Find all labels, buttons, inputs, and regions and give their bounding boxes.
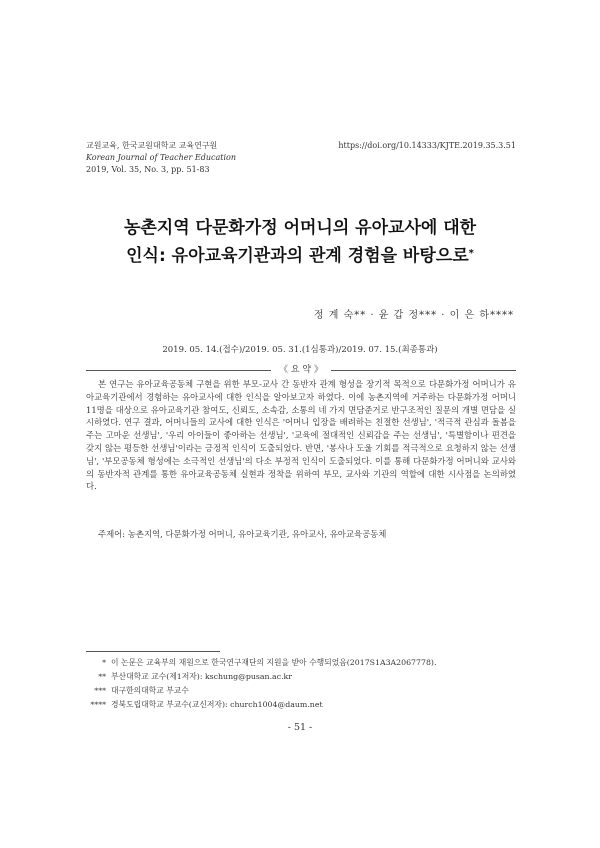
doi-link[interactable]: https://doi.org/10.14333/KJTE.2019.35.3.51: [338, 141, 516, 150]
footnote-mark: ****: [90, 700, 106, 709]
title-line-2: 인식: 유아교육기관과의 관계 경험을 바탕으로: [126, 246, 469, 266]
journal-header: [86, 140, 516, 176]
footnote-text: 대구한의대학교 부교수: [111, 686, 189, 695]
volume-info: 2019, Vol. 35, No. 3, pp. 51-83: [86, 165, 210, 174]
abstract-text: 본 연구는 유아교육공동체 구현을 위한 부모-교사 간 동반자 관계 형성을 장기적 목적으로 다문화가정 어머니가 유아교육기관에서 경험하는 유아교사에 대한 인식을 알아보고자 하였다. 이에 농촌지역에 거주하는 다문화가정 어머니 11명을 대상으로 유아교육기관 참여도, 신뢰도, 소속감, 소통의 네 가지 면담준거로 반구조적인 질문의 개별 면담을 실시하였다. 연구 결과, 어머니들의 교사에 대한 인식은 '어머니 입장을 배려하는 친절한 선생님', '적극적 관심과 돌봄을 주는 고마운 선생님', '우리 아이들이 좋아하는 선생님', '교육에 절대적인 신뢰감을 주는 선생님', '특별함이나 편견을 갖지 않는 평등한 선생님'이라는 긍정적 인식이 도출되었다. 반면, '봉사나 도울 기회를 적극적으로 요청하지 않는 선생님', '부모공동체 형성에는 소극적인 선생님'의 다소 부정적 인식이 도출되었다. 이를 통해 다문화가정 어머니와 교사와의 동반자적 관계를 통한 유아교육공동체 실현과 정착을 위하여 부모, 교사와 기관의 역할에 대한 시사점을 논의하였다.: [86, 379, 516, 492]
footnote-text: 이 논문은 교육부의 재원으로 한국연구재단의 지원을 받아 수행되었음(2017S1A3A2067778).: [111, 658, 437, 667]
footnote-item: [86, 684, 526, 698]
keywords-label: 주제어:: [98, 529, 126, 539]
author-list: 정 계 숙** · 윤 갑 정*** · 이 은 하****: [313, 310, 514, 321]
footnote-text: 경북도립대학교 부교수(교신저자): church1004@daum.net: [111, 700, 323, 709]
title-line-1: 농촌지역 다문화가정 어머니의 유아교사에 대한: [123, 218, 477, 238]
footnotes: [86, 656, 526, 712]
submission-dates: 2019. 05. 14.(접수)/2019. 05. 31.(1심통과)/2019. 07. 15.(최종통과): [162, 345, 438, 355]
footnote-divider: [86, 651, 220, 652]
keywords: [98, 528, 386, 540]
footnote-mark: ***: [94, 686, 106, 695]
journal-name-english: Korean Journal of Teacher Education: [86, 153, 237, 162]
paper-title: [60, 214, 540, 270]
footnote-mark: **: [98, 672, 106, 681]
footnote-item: [86, 656, 526, 670]
summary-heading: [86, 365, 516, 376]
summary-label: 《 요 약 》: [271, 365, 331, 376]
footnote-text: 부산대학교 교수(제1저자): kschung@pusan.ac.kr: [111, 672, 292, 681]
footnote-mark: *: [102, 658, 106, 667]
footnote-item: [86, 670, 526, 684]
title-footnote-marker: *: [468, 248, 474, 259]
journal-name-korean: 교원교육, 한국교원대학교 교육연구원: [86, 141, 218, 150]
keywords-list: 농촌지역, 다문화가정 어머니, 유아교육기관, 유아교사, 유아교육공동체: [127, 529, 387, 539]
page-number: - 51 -: [287, 722, 313, 733]
footnote-item: [86, 698, 526, 712]
